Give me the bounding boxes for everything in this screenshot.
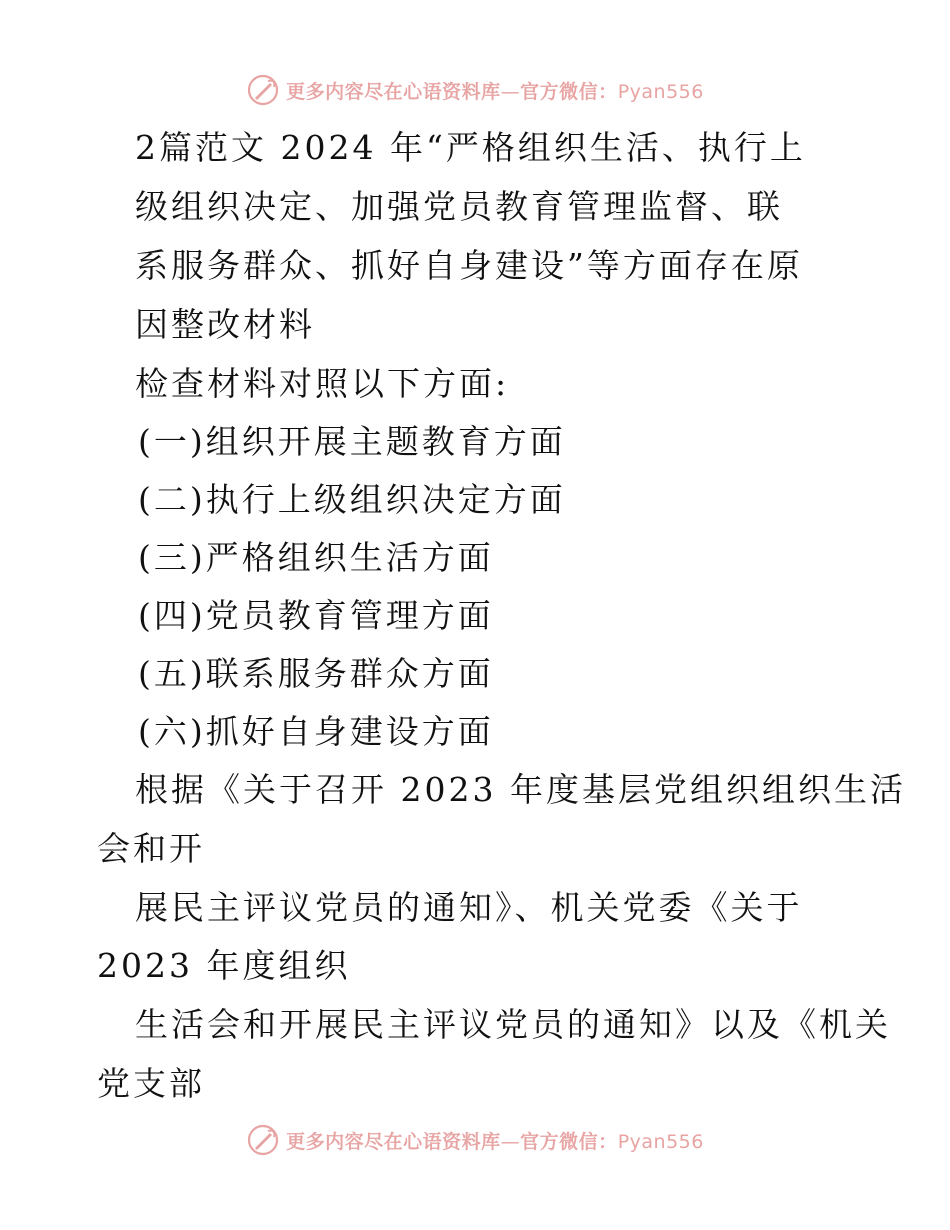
aspect-item-2: (二)执行上级组织决定方面	[138, 480, 566, 519]
watermark-text: 更多内容尽在心语资料库—官方微信：Pyan556	[286, 80, 704, 103]
body-line-6: 党支部	[97, 1064, 205, 1103]
aspect-item-1: (一)组织开展主题教育方面	[138, 422, 566, 461]
aspect-item-3: (三)严格组织生活方面	[138, 538, 494, 577]
quill-circle-icon	[246, 73, 280, 107]
aspect-item-6: (六)抓好自身建设方面	[138, 712, 494, 751]
intro-text: 检查材料对照以下方面:	[135, 364, 510, 403]
document-title-line-1: 2篇范文 2024 年“严格组织生活、执行上	[135, 128, 806, 167]
watermark-text: 更多内容尽在心语资料库—官方微信：Pyan556	[286, 1130, 704, 1153]
body-line-5: 生活会和开展民主评议党员的通知》以及《机关	[135, 1005, 891, 1044]
body-line-2: 会和开	[97, 829, 205, 868]
aspect-item-5: (五)联系服务群众方面	[138, 654, 494, 693]
document-title-line-4: 因整改材料	[135, 305, 315, 344]
body-line-3: 展民主评议党员的通知》、机关党委《关于	[135, 888, 803, 927]
footer-watermark	[0, 1120, 950, 1160]
aspect-item-4: (四)党员教育管理方面	[138, 596, 494, 635]
body-line-4: 2023 年度组织	[97, 946, 351, 985]
quill-circle-icon	[246, 1123, 280, 1157]
body-line-1: 根据《关于召开 2023 年度基层党组织组织生活	[135, 770, 906, 809]
document-title-line-3: 系服务群众、抓好自身建设”等方面存在原	[135, 246, 803, 285]
header-watermark	[0, 70, 950, 110]
document-title-line-2: 级组织决定、加强党员教育管理监督、联	[135, 187, 783, 226]
